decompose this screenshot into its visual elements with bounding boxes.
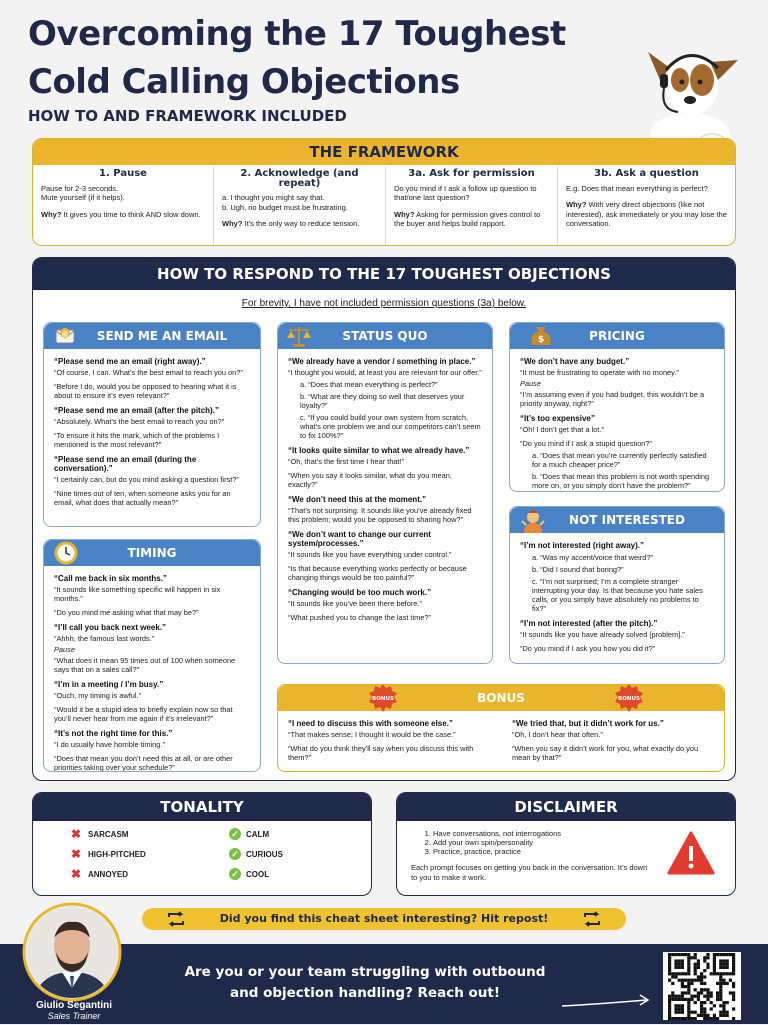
card-body [510,533,724,659]
response-text: “Nine times out of ten, when someone asks you for an email, what does that actually mean?” [54,489,231,507]
step-title: 2. Acknowledge (and repeat) [240,168,359,189]
page-subtitle: HOW TO AND FRAMEWORK INCLUDED [28,107,347,125]
response-text: “I certainly can, but do you mind asking a question first?” [54,475,239,484]
objection-text: “We don’t have any budget.” [520,357,630,366]
card-heading [278,685,724,711]
x-icon: ✖ [71,847,82,861]
response-text: “When you say it looks similar, what do you mean, exactly?” [288,471,452,489]
response-text: “It sounds like you have already solved [problem].” [520,630,685,639]
response-text: “Do you mind if I ask a stupid question?” [520,439,652,448]
objection-text: “Please send me an email (right away).” [54,357,206,366]
response-text: “Ahhh, the famous last words.” [54,634,155,643]
response-option: a. “Does that mean you’re currently perfectly satisfied for a much cheaper price?” [532,451,707,469]
card-title: TIMING [127,546,177,560]
card-heading [278,323,492,349]
svg-text:@: @ [61,330,69,338]
why-label: Why? [41,209,62,219]
step-title: 1. Pause [99,168,147,179]
response-text: “To ensure it hits the mark, which of the problems I mentioned is the most relevant?” [54,431,220,449]
objections-panel [32,257,736,781]
author-name: Giulio Segantini [35,1000,113,1011]
response-text: “Oh, that’s the first time I hear that!” [288,457,405,466]
response-text: “It sounds like something specific will happen in six months.” [54,585,221,603]
response-text: “Oh! I don’t get that a lot.” [520,425,604,434]
objection-text: “It’s not the right time for this.” [54,729,173,738]
cta-text: Are you or your team struggling with outbound and objection handling? Reach out! [184,964,546,1001]
check-icon: ✓ [229,868,241,880]
objections-heading: HOW TO RESPOND TO THE 17 TOUGHEST OBJECTIONS [33,258,735,290]
tone-label: CURIOUS [246,849,283,859]
response-text: “I thought you would, at least you are relevant for our offer.” [288,368,482,377]
objection-text: “I’m not interested (after the pitch).” [520,619,658,628]
why-text: Asking for permission gives control to the buyer and helps build rapport. [394,209,541,228]
tone-bad-item [71,848,146,860]
objection-text: “I need to discuss this with someone else.” [288,719,453,728]
objection-text: “It looks quite similar to what we already have.” [288,446,470,455]
response-text: “Oh, I don’t hear that often.” [512,730,603,739]
step-text: E.g. Does that mean everything is perfect? [566,183,708,193]
response-option: c. “I’m not surprised; I’m a complete stranger interrupting your day. Is that because you hate sales calls, or you simply have absolutely no problems to fix?” [532,577,703,613]
repost-icon [582,911,602,927]
why-text: With very direct objections (like not interested), ask immediately or you may lose the conversation. [566,200,727,228]
objection-text: “Please send me an email (during the conversation).” [54,455,197,473]
x-icon: ✖ [71,827,82,841]
card-body [44,349,260,513]
framework-heading: THE FRAMEWORK [33,139,735,165]
tonality-heading: TONALITY [33,793,371,821]
arrow-icon [560,992,652,1012]
response-text: “When you say it didn’t work for you, what exactly do you mean by that?” [512,744,699,762]
objection-text: “Please send me an email (after the pitch).” [54,406,219,415]
card-timing [43,539,261,772]
objection-text: “We tried that, but it didn’t work for us.” [512,719,664,728]
qr-code-image [663,952,741,1020]
step-title: 3a. Ask for permission [408,168,535,179]
why-text: It's the only way to reduce tension. [242,219,360,228]
response-text: “I do usually have horrible timing.” [54,740,165,749]
tone-good-item [229,828,269,840]
framework-panel [32,138,736,246]
card-pricing [509,322,725,492]
response-text: “That makes sense; I thought it would be the case.” [288,730,456,739]
repost-icon [166,911,186,927]
disclaimer-item: 2. Add your own spin/personality [433,838,561,847]
step-why [566,200,727,229]
step-text: Pause for 2-3 seconds. Mute yourself (if it helps). [41,183,125,202]
response-text: “It must be frustrating to operate with no money.” [520,368,679,377]
response-option: b. “Does that mean this problem is not worth spending more on, or you simply don’t have the problem?” [532,472,710,490]
tone-good-item [229,848,283,860]
objection-text: “We don’t need this at the moment.” [288,495,427,504]
tone-good-item [229,868,269,880]
step-title: 3b. Ask a question [594,168,699,179]
tone-label: CALM [246,829,270,839]
response-text: “Of course, I can. What’s the best email to reach you on?” [54,368,243,377]
disclaimer-note: Each prompt focuses on getting you back in the conversation. It’s down to you to make it work. [411,863,648,882]
framework-step-permission [385,167,557,245]
framework-step-pause [33,167,213,245]
scale-icon [286,324,312,348]
card-title: NOT INTERESTED [569,513,685,527]
objection-text: “It’s too expensive” [520,414,595,423]
disclaimer-item: 1. Have conversations, not interrogations [433,829,561,838]
card-body [510,349,724,492]
response-text: “I’m assuming even if you had budget, this wouldn’t be a priority anyway, right?” [520,390,705,408]
step-text: Do you mind if I ask a follow up question to that/one last question? [394,183,537,202]
warning-icon [667,831,715,875]
bonus-badge-text: BONUS [618,696,640,702]
check-icon: ✓ [229,828,241,840]
bonus-badge-text: BONUS [372,696,394,702]
card-heading [44,323,260,349]
card-heading [44,540,260,566]
response-option: b. “What are they doing so well that deserves your loyalty?” [300,392,465,410]
avatar [10,902,134,1002]
email-icon [54,325,76,347]
objection-text: “We already have a vendor / something in place.” [288,357,476,366]
repost-text: Did you find this cheat sheet interesting? Hit repost! [219,912,549,925]
repost-banner[interactable] [142,908,626,930]
card-heading [510,323,724,349]
step-text: a. I thought you might say that. b. Ugh, no budget must be frustrating. [222,193,348,212]
card-heading [510,507,724,533]
step-why [41,210,205,220]
step-why [222,219,377,229]
response-text: “That’s not surprising. It sounds like you’ve already fixed this problem; would you be opposed to sharing how?” [288,506,472,524]
response-option: a. “Was my accent/voice that weird?” [532,553,653,562]
bonus-badge-icon [368,684,398,713]
card-title: STATUS QUO [342,329,428,343]
money-bag-icon [526,322,556,349]
pause-note: Pause [520,379,541,388]
bonus-badge-icon [614,684,644,713]
tone-bad-item [71,868,128,880]
svg-text:$: $ [537,335,545,345]
disclaimer-list [419,829,561,856]
why-label: Why? [394,209,415,219]
card-body [44,566,260,772]
tone-label: COOL [246,869,270,879]
response-text: “It sounds like you have everything under control.” [288,550,452,559]
tone-bad-item [71,828,128,840]
response-text: “Is that because everything works perfectly or because changing things would be too painful?” [288,564,467,582]
card-not-interested [509,506,725,664]
why-label: Why? [222,219,243,228]
response-option: b. “Did I sound that boring?” [532,565,624,574]
response-text: “Ouch, my timing is awful.” [54,691,142,700]
card-title: PRICING [589,329,645,343]
brevity-note: For brevity, I have not included permission questions (3a) below. [241,298,527,309]
objection-text: “I’ll call you back next week.” [54,623,167,632]
objection-text: “We don’t want to change our current system/processes.” [288,530,431,548]
person-shrug-icon [520,507,546,533]
framework-step-question [557,167,735,245]
bonus-left [278,711,502,768]
why-label: Why? [566,200,587,209]
response-text: “Do you mind me asking what that may be?” [54,608,199,617]
card-title: BONUS [477,691,525,705]
why-text: It gives you time to think AND slow down. [61,209,201,219]
card-body [278,349,492,628]
response-text: “It sounds like you’ve been there before.” [288,599,422,608]
response-text: “Absolutely. What’s the best email to reach you on?” [54,417,225,426]
disclaimer-panel [396,792,736,896]
step-why [394,210,549,229]
tonality-panel [32,792,372,896]
response-text: “Do you mind if I ask you how you did it?” [520,644,656,653]
objection-text: “Changing would be too much work.” [288,588,432,597]
response-text: “What pushed you to change the last time?” [288,613,431,622]
check-icon: ✓ [229,848,241,860]
tone-label: SARCASM [88,829,129,839]
objection-text: “I’m not interested (right away).” [520,541,645,550]
objection-text: “I’m in a meeting / I’m busy.” [54,680,164,689]
qr-code[interactable] [663,952,741,1020]
tone-label: HIGH-PITCHED [88,849,146,859]
response-text: “What does it mean 95 times out of 100 when someone says that on a sales call?” [54,656,236,674]
disclaimer-heading: DISCLAIMER [397,793,735,821]
clock-icon [54,541,78,565]
card-bonus [277,684,725,772]
card-status-quo [277,322,493,664]
card-send-email [43,322,261,527]
response-text: “Before I do, would you be opposed to hearing what it is about to ensure it’s even relevant?” [54,382,237,400]
card-title: SEND ME AN EMAIL [96,329,228,343]
x-icon: ✖ [71,867,82,881]
objection-text: “Call me back in six months.” [54,574,167,583]
author-role: Sales Trainer [47,1011,101,1021]
pause-note: Pause [54,645,75,654]
disclaimer-item: 3. Practice, practice, practice [433,847,561,856]
framework-step-acknowledge [213,167,385,245]
tone-label: ANNOYED [88,869,129,879]
response-option: c. “If you could build your own system from scratch, what’s one problem we and our competitors can’t seem to fix 100%?” [300,413,481,440]
page-title: Overcoming the 17 Toughest Cold Calling Objections [28,14,566,102]
response-text: “What do you think they’ll say when you discuss this with them?” [288,744,474,762]
response-text: “Does that mean you don’t need this at all, or are other priorities taking over your schedule?” [54,754,233,772]
response-option: a. “Does that mean everything is perfect?” [300,380,438,389]
bonus-right [502,711,725,768]
response-text: “Would it be a stupid idea to briefly explain now so that you’ll never hear from me again if it’s irrelevant?” [54,705,233,723]
